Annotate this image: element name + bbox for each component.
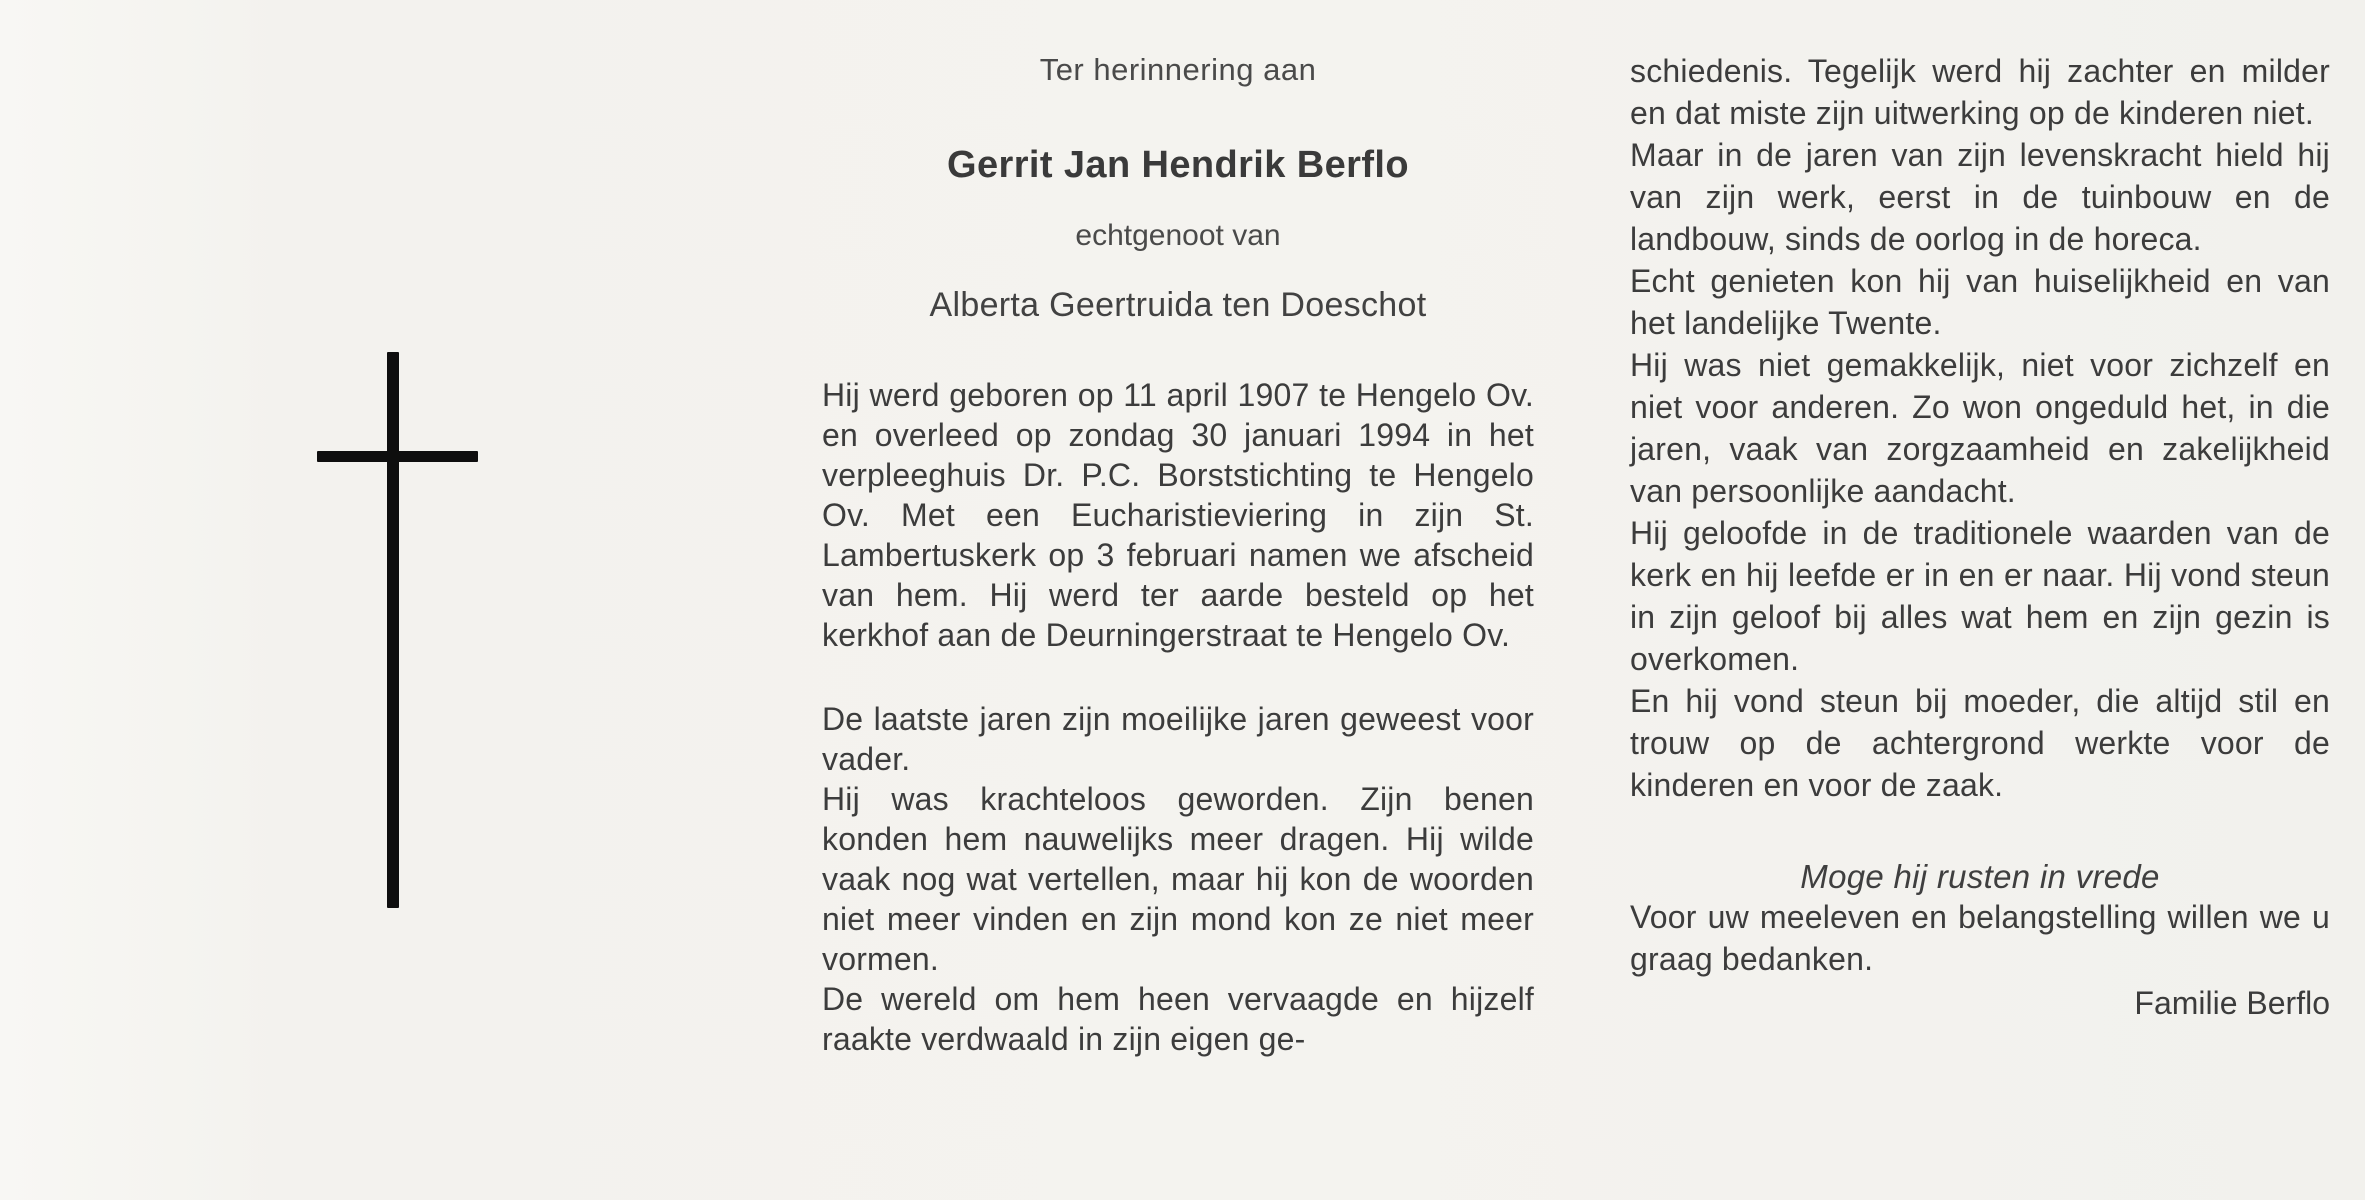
body-paragraph: En hij vond steun bij moeder, die altijd stil en trouw op de achtergrond werkte voor de kinderen en voor de zaak. (1630, 683, 2330, 803)
middle-column (822, 0, 1534, 1059)
body-paragraph: Hij was krachteloos geworden. Zijn benen konden hem nauwelijks meer dragen. Hij wilde vaak nog wat vertellen, maar hij kon de woorden niet meer vinden en zijn mond kon ze niet meer vormen. (822, 781, 1534, 977)
spouse-name: Alberta Geertruida ten Doeschot (929, 286, 1427, 324)
intro-line: Ter herinnering aan (1039, 52, 1317, 87)
cross-horizontal-bar (317, 451, 478, 462)
signature: Familie Berflo (2134, 985, 2330, 1021)
biography-paragraph: Hij werd geboren op 11 april 1907 te Hengelo Ov. en overleed op zondag 30 januari 1994 in het verpleeghuis Dr. P.C. Borststichting te Hengelo Ov. Met een Eucharistieviering in zijn St. Lambertuskerk op 3 februari namen we afscheid van hem. Hij werd ter aarde besteld op het kerkhof aan de Deurningerstraat te Hengelo Ov. (822, 377, 1534, 653)
cross-vertical-bar (387, 352, 399, 908)
epitaph: Moge hij rusten in vrede (1800, 858, 2160, 895)
body-paragraph: Hij geloofde in de traditionele waarden van de kerk en hij leefde er in en er naar. Hij vond steun in zijn geloof bij alles wat hem en zijn gezin is overkomen. (1630, 515, 2330, 677)
deceased-name: Gerrit Jan Hendrik Berflo (947, 144, 1409, 186)
right-column (1630, 0, 2330, 1024)
body-paragraph: Hij was niet gemakkelijk, niet voor zichzelf en niet voor anderen. Zo won ongeduld het, in die jaren, vaak van zorgzaamheid en zakelijkheid van persoonlijke aandacht. (1630, 347, 2330, 509)
body-paragraph: schiedenis. Tegelijk werd hij zachter en milder en dat miste zijn uitwerking op de kinderen niet. (1630, 53, 2330, 131)
body-paragraph: Echt genieten kon hij van huiselijkheid en van het landelijke Twente. (1630, 263, 2330, 341)
body-paragraph: De wereld om hem heen vervaagde en hijzelf raakte verdwaald in zijn eigen ge- (822, 981, 1534, 1057)
latin-cross-icon (317, 352, 478, 908)
thanks-paragraph: Voor uw meeleven en belangstelling willen we u graag bedanken. (1630, 899, 2330, 977)
relation-line: echtgenoot van (1075, 219, 1281, 252)
body-paragraph: Maar in de jaren van zijn levenskracht hield hij van zijn werk, eerst in de tuinbouw en de landbouw, sinds de oorlog in de horeca. (1630, 137, 2330, 257)
body-paragraph: De laatste jaren zijn moeilijke jaren geweest voor vader. (822, 701, 1534, 777)
